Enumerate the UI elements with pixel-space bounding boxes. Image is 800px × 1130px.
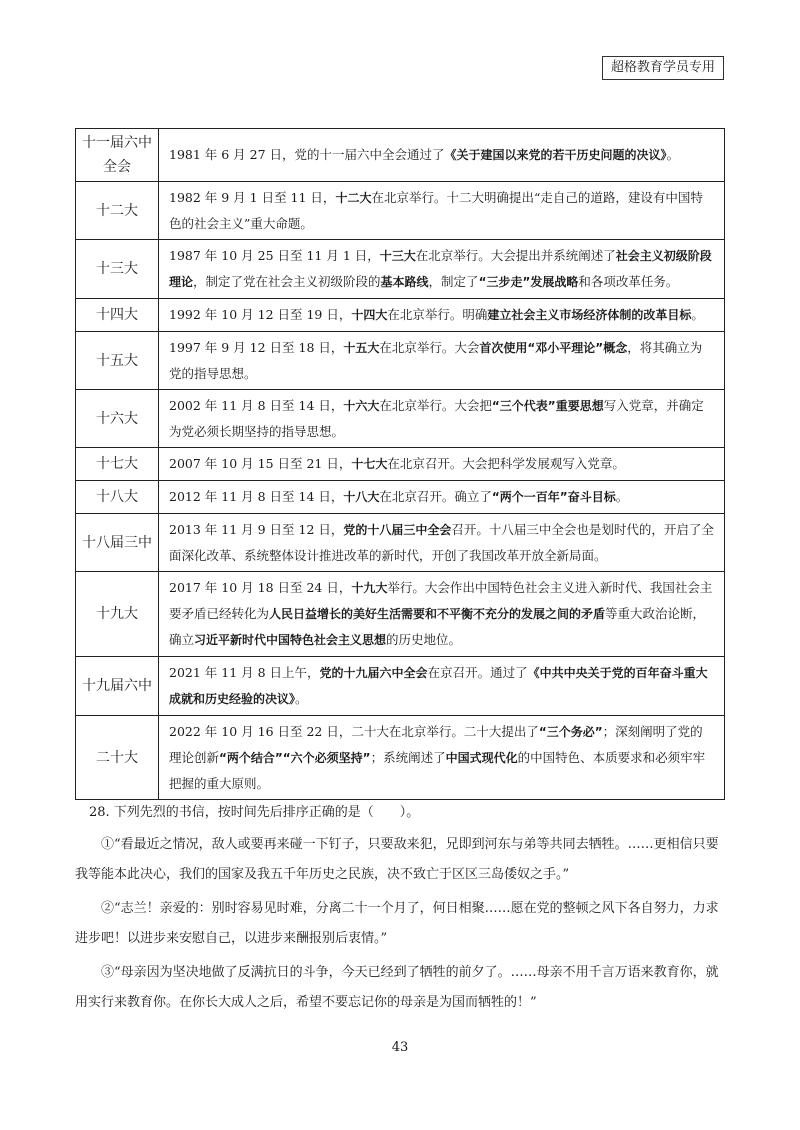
body-text: 在北京召开。确立了 <box>379 489 492 504</box>
congress-name: 二十大 <box>76 716 159 800</box>
congress-description <box>159 514 725 572</box>
emphasis-text: 中国式现代化 <box>445 751 518 765</box>
body-text: 的中国特色、本质要求和必须牢牢把握的重大原则。 <box>169 750 706 791</box>
quote-3: ③“母亲因为坚决地做了反满抗日的斗争，今天已经到了牺牲的前夕了。……母亲不用千言万语来教育你，就用实行来教育你。在你长大成人之后，希望不要忘记你的母亲是为国而牺牲的！” <box>75 965 719 1010</box>
emphasis-text: “三步走”发展战略 <box>478 275 579 289</box>
congress-name: 十九大 <box>76 572 159 657</box>
body-text: 在北京举行。十二大明确提出“走自己的道路，建设有中国特色的社会主义”重大命题。 <box>169 190 703 231</box>
table-row <box>76 716 725 800</box>
emphasis-text: 党的十八届三中全会 <box>343 523 452 537</box>
body-text: 。 <box>691 307 704 322</box>
body-text: ；深刻阐明了党的理论创新 <box>169 724 703 765</box>
emphasis-text: 基本路线 <box>380 275 429 289</box>
body-text: 在北京召开。大会把科学发展观写入党章。 <box>387 456 625 471</box>
congress-name: 十五大 <box>76 332 159 390</box>
congress-name: 十八大 <box>76 481 159 514</box>
congress-name: 十三大 <box>76 240 159 299</box>
page-number: 43 <box>391 1040 409 1055</box>
body-text: ；系统阐述了 <box>370 750 446 765</box>
table-row <box>76 448 725 481</box>
body-text: 2013 年 11 月 9 日至 12 日， <box>169 522 344 537</box>
body-text: 召开。十八届三中全会也是划时代的，开启了全面深化改革、系统整体设计推进改革的新时代，开创了我国改革开放全新局面。 <box>169 522 714 563</box>
body-text: 在北京举行。大会把 <box>379 398 492 413</box>
emphasis-text: 十九大 <box>351 581 388 595</box>
emphasis-text: “三个务必” <box>538 725 603 739</box>
congress-description <box>159 299 725 332</box>
congress-description <box>159 182 725 240</box>
congress-description <box>159 390 725 448</box>
table-row <box>76 572 725 657</box>
congress-name: 十九届六中 <box>76 657 159 716</box>
emphasis-text: 首次使用“邓小平理论”概念 <box>479 341 628 355</box>
body-text: 2007 年 10 月 15 日至 21 日， <box>169 456 352 471</box>
body-text: 1997 年 9 月 12 日至 18 日， <box>169 340 344 355</box>
congress-description <box>159 332 725 390</box>
body-text: 2022 年 10 月 16 日至 22 日，二十大在北京举行。二十大提出了 <box>169 724 539 739</box>
body-text: 在北京举行。明确 <box>387 307 488 322</box>
table-row <box>76 299 725 332</box>
body-text: 2002 年 11 月 8 日至 14 日， <box>169 398 344 413</box>
body-text: 举行。大会作出中国特色社会主义进入新时代、我国社会主要矛盾已经转化为 <box>169 580 713 621</box>
body-text: 1981 年 6 月 27 日，党的十一届六中全会通过了 <box>169 147 445 162</box>
quote-2: ②“志兰！亲爱的：别时容易见时难，分离二十一个月了，何日相聚……愿在党的整顿之风下各自努力，力求进步吧！以进步来安慰自己，以进步来酬报别后衷情。” <box>75 901 719 946</box>
congress-description <box>159 129 725 182</box>
congress-description <box>159 657 725 716</box>
emphasis-text: “两个一百年”奋斗目标 <box>491 490 616 504</box>
body-text: 的历史地位。 <box>386 632 462 647</box>
question-28 <box>75 798 725 1022</box>
emphasis-text: 十六大 <box>343 399 380 413</box>
body-text: 在京召开。通过了 <box>427 665 528 680</box>
body-text: 2012 年 11 月 8 日至 14 日， <box>169 489 344 504</box>
body-text: 在北京举行。大会提出并系统阐述了 <box>415 248 616 263</box>
table-row <box>76 182 725 240</box>
body-text: 。 <box>666 147 680 162</box>
body-text: 等重大政治论断，确立 <box>169 606 706 647</box>
congress-description <box>159 481 725 514</box>
emphasis-text: 《关于建国以来党的若干历史问题的决议》 <box>444 148 667 162</box>
question-stem: 28. 下列先烈的书信，按时间先后排序正确的是（ ）。 <box>89 805 420 820</box>
emphasis-text: 十七大 <box>351 457 388 471</box>
table-row <box>76 514 725 572</box>
congress-name: 十六大 <box>76 390 159 448</box>
congress-description <box>159 572 725 657</box>
congress-description <box>159 448 725 481</box>
emphasis-text: 十二大 <box>335 191 372 205</box>
congress-description <box>159 240 725 299</box>
congress-name: 十八届三中 <box>76 514 159 572</box>
emphasis-text: 十四大 <box>351 308 388 322</box>
emphasis-text: “两个结合”“六个必须坚持” <box>219 751 371 765</box>
body-text: 1992 年 10 月 12 日至 19 日， <box>169 307 352 322</box>
body-text: 2021 年 11 月 8 日上午， <box>169 665 320 680</box>
party-congress-table <box>75 128 725 800</box>
body-text: 写入党章，并确定为党必须长期坚持的指导思想。 <box>169 398 704 439</box>
body-text: 在北京举行。大会 <box>379 340 480 355</box>
emphasis-text: 人民日益增长的美好生活需要和不平衡不充分的发展之间的矛盾 <box>269 607 606 621</box>
emphasis-text: 习近平新时代中国特色社会主义思想 <box>194 633 387 647</box>
table-row <box>76 332 725 390</box>
body-text: 1982 年 9 月 1 日至 11 日， <box>169 190 336 205</box>
table-row <box>76 240 725 299</box>
table-row <box>76 390 725 448</box>
emphasis-text: 建立社会主义市场经济体制的改革目标 <box>487 308 692 322</box>
body-text: 。 <box>295 691 308 706</box>
watermark-label: 超格教育学员专用 <box>602 56 724 80</box>
emphasis-text: 《中共中央关于党的百年奋斗重大成就和历史经验的决议》 <box>169 666 708 706</box>
congress-description <box>159 716 725 800</box>
congress-name: 十一届六中全会 <box>76 129 159 182</box>
table-row <box>76 657 725 716</box>
body-text: 1987 年 10 月 25 日至 11 月 1 日， <box>169 248 380 263</box>
congress-name: 十四大 <box>76 299 159 332</box>
body-text: ，将其确立为党的指导思想。 <box>169 340 703 381</box>
emphasis-text: 十三大 <box>379 249 416 263</box>
table-row <box>76 481 725 514</box>
congress-name: 十七大 <box>76 448 159 481</box>
emphasis-text: 党的十九届六中全会 <box>319 666 428 680</box>
body-text: 2017 年 10 月 18 日至 24 日， <box>169 580 352 595</box>
body-text: ，制定了 <box>428 274 479 289</box>
table-row <box>76 129 725 182</box>
emphasis-text: 十五大 <box>343 341 380 355</box>
body-text: 和各项改革任务。 <box>578 274 679 289</box>
emphasis-text: “三个代表”重要思想 <box>491 399 604 413</box>
body-text: 。 <box>615 489 629 504</box>
emphasis-text: 十八大 <box>343 490 380 504</box>
emphasis-text: 社会主义初级阶段理论 <box>169 249 712 289</box>
congress-name: 十二大 <box>76 182 159 240</box>
body-text: ，制定了党在社会主义初级阶段的 <box>193 274 381 289</box>
quote-1: ①“看最近之情况，敌人或要再来碰一下钉子，只要敌来犯，兄即到河东与弟等共同去牺牲。……更相信只要我等能本此决心，我们的国家及我五千年历史之民族，决不致亡于区区三岛倭奴之手。” <box>75 837 719 882</box>
